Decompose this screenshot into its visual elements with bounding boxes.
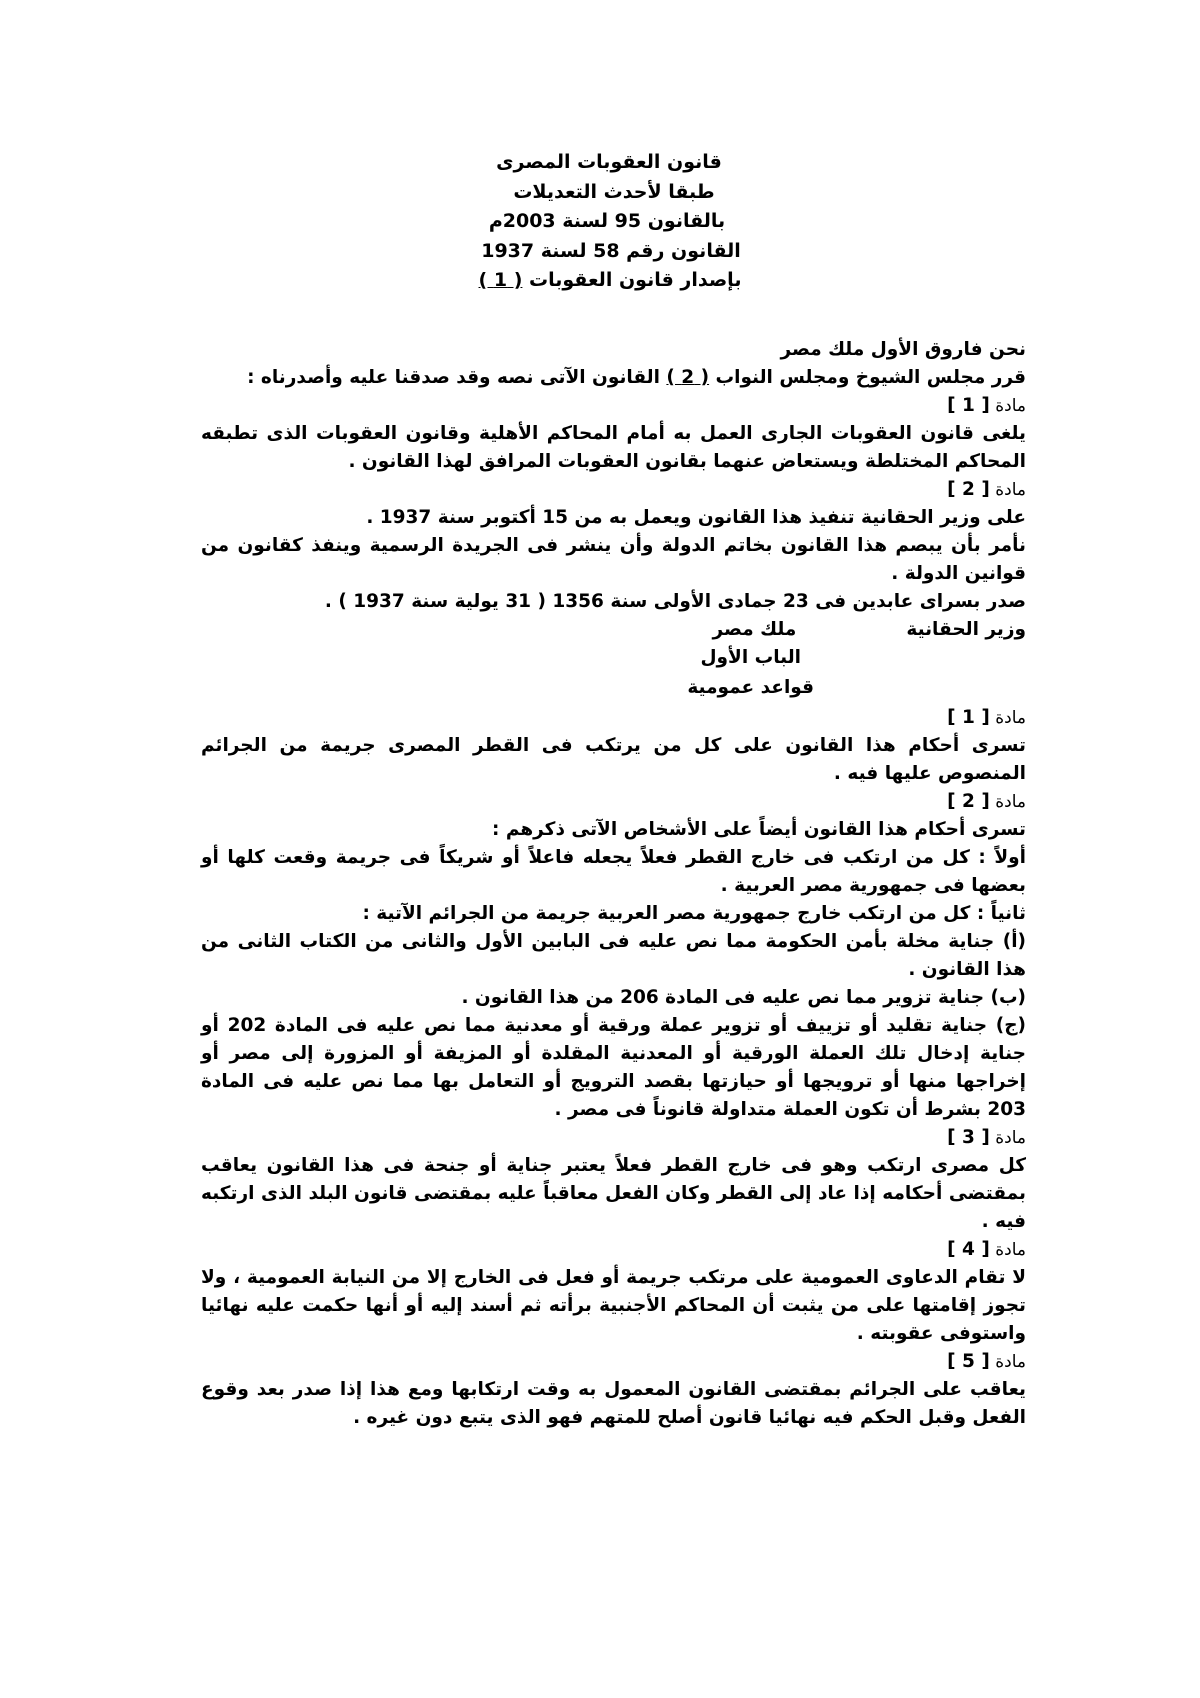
article-number: [ 4 ] [947,1239,990,1260]
article-intro: تسرى أحكام هذا القانون أيضاً على الأشخاص الآتى ذكرهم : [492,819,1026,840]
article-item-c: (ج) جناية تقليد أو تزييف أو تزوير عملة ورقية أو معدنية مما نص عليه فى المادة 202 أو جناية إدخال تلك العملة الورقية أو المعدنية المقلدة أو المزيفة أو المزورة إلى مصر أو إخراجها منها أو ترويجها أو حيازتها بقصد الترويج أو التعامل بها مما نص عليه فى المادة 203 بشرط أن تكون العملة متداولة قانوناً فى مصر . [201,1015,1027,1120]
article-item-a: (أ) جناية مخلة بأمن الحكومة مما نص عليه فى البابين الأول والثانى من الكتاب الثانى من هذا القانون . [201,931,1026,980]
footnote-ref-1: ( 1 ) [478,269,523,291]
article-label: مادة [995,1128,1026,1148]
article-label: مادة [995,708,1026,728]
article-heading [201,1348,1026,1376]
title-line-5-text: بإصدار قانون العقوبات [522,269,742,291]
article-label: مادة [995,480,1026,500]
article-clause-second: ثانياً : كل من ارتكب خارج جمهورية مصر العربية جريمة من الجرائم الآتية : [362,903,1026,924]
article-number: [ 1 ] [947,707,990,728]
title-line-2: طبقا لأحدث التعديلات [513,180,715,203]
article-item-b: (ب) جناية تزوير مما نص عليه فى المادة 206 من هذا القانون . [461,987,1026,1008]
footnote-ref-2: ( 2 ) [666,367,710,388]
article-heading [201,788,1026,816]
title-line-3: بالقانون 95 لسنة 2003م [488,210,726,232]
article-label: مادة [995,396,1026,416]
article-label: مادة [995,1240,1026,1260]
issuance-article-text: يلغى قانون العقوبات الجارى العمل به أمام المحاكم الأهلية وقانون العقوبات الذى تطبقه المحاكم المختلطة ويستعاض عنهما بقانون العقوبات المرافق لهذا القانون . [201,423,1026,472]
signature-minister: وزير الحقانية [906,619,1026,640]
article-label: مادة [995,792,1026,812]
issuance-article-text-2: نأمر بأن يبصم هذا القانون بخاتم الدولة وأن ينشر فى الجريدة الرسمية وينفذ كقانون من قوانين الدولة . [201,535,1026,584]
signature-king: ملك مصر [712,619,797,640]
article-number: [ 2 ] [947,479,990,500]
article-number: [ 3 ] [947,1127,990,1148]
preamble-decision [201,364,1026,392]
preamble-king: نحن فاروق الأول ملك مصر [780,339,1026,360]
article-heading [201,1236,1026,1264]
title-line-1: قانون العقوبات المصرى [496,151,722,173]
article-text: تسرى أحكام هذا القانون على كل من يرتكب فى القطر المصرى جريمة من الجرائم المنصوص عليها فيه . [201,735,1026,784]
issued-statement: صدر بسراى عابدين فى 23 جمادى الأولى سنة 1356 ( 31 يولية سنة 1937 ) . [324,591,1026,612]
article-text: كل مصرى ارتكب وهو فى خارج القطر فعلاً يعتبر جناية أو جنحة فى هذا القانون يعاقب بمقتضى أحكامه إذا عاد إلى القطر وكان الفعل معاقباً عليه بمقتضى قانون البلد الذى ارتكبه فيه . [201,1155,1026,1232]
issuance-article-heading [201,392,1026,420]
article-heading [201,704,1026,732]
part-title: الباب الأول [700,647,801,668]
article-label: مادة [995,1352,1026,1372]
article-number: [ 5 ] [947,1351,990,1372]
document-title-block [0,148,1200,296]
article-clause-first: أولاً : كل من ارتكب فى خارج القطر فعلاً يجعله فاعلاً أو شريكاً فى جريمة وقعت كلها أو بعضها فى جمهورية مصر العربية . [201,847,1026,896]
title-line-4: القانون رقم 58 لسنة 1937 [481,239,741,262]
document-body [201,336,1026,1432]
part-subtitle: قواعد عمومية [687,677,814,698]
article-number: [ 1 ] [947,395,990,416]
article-text: يعاقب على الجرائم بمقتضى القانون المعمول به وقت ارتكابها ومع هذا إذا صدر بعد وقوع الفعل وقبل الحكم فيه نهائيا قانون أصلح للمتهم فهو الذى يتبع دون غيره . [201,1379,1026,1428]
title-line-5 [0,266,1200,296]
issuance-article-heading [201,476,1026,504]
article-heading [201,1124,1026,1152]
decision-suffix: القانون الآتى نصه وقد صدقنا عليه وأصدرناه : [247,367,667,388]
signatures [201,616,1026,644]
article-number: [ 2 ] [947,791,990,812]
decision-prefix: قرر مجلس الشيوخ ومجلس النواب [709,367,1026,388]
article-text: لا تقام الدعاوى العمومية على مرتكب جريمة أو فعل فى الخارج إلا من النيابة العمومية ، ولا تجوز إقامتها على من يثبت أن المحاكم الأجنبية برأته ثم أسند إليه أو أنها حكمت عليه نهائيا واستوفى عقوبته . [201,1267,1026,1344]
issuance-article-text: على وزير الحقانية تنفيذ هذا القانون ويعمل به من 15 أكتوبر سنة 1937 . [366,507,1026,528]
